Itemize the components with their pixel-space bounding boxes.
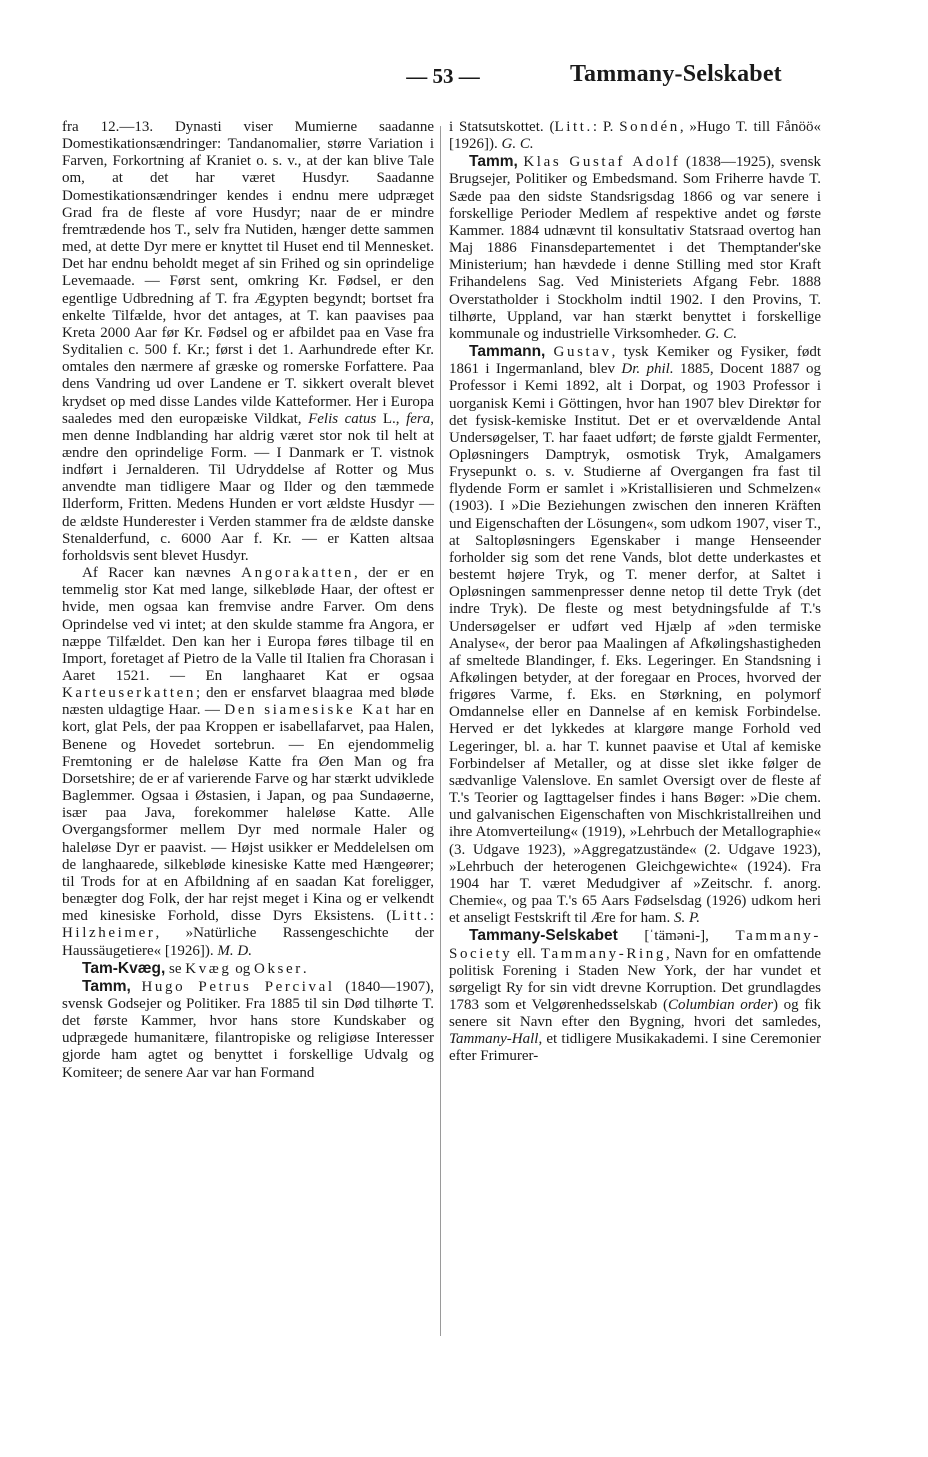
cat-races-paragraph: Af Racer kan nævnes Angorakatten, der er en temmelig stor Kat med lange, silkebløde Haar, der oftest er hvide, men ogsaa kan fremvise andre Farver. Om dens Oprindelse ved vi intet; at den skulde stamme fra Angora, er næppe Tilfældet. Den kan her i Europa føres tilbage til en Import, foretaget af Pietro de la Valle til Italien fra Chorasan i Aaret 1521. — En langhaaret Kat er ogsaa Karteuserkatten; den er ensfarvet blaagraa med bløde næsten uldagtige Haar. — Den siamesiske Kat har en kort, glat Pels, der paa Kroppen er isabellafarvet, paa Halen, Benene og Hovedet sortebrun. — En ejendommelig Fremtoning er de haleløse Katte fra Øen Man og fra Dorsetshire; de er af varierende Farve og har stærkt udviklede Baglemmer. Ogsaa i Østasien, i Japan, og paa Sundaøerne, især paa Java, forekommer haleløse Katte. Alle Overgangsformer mellem Dyr med normale Haler og haleløse Dyr er paavist. — Højst usikker er Meddelelsen om de langhaarede, silkebløde kinesiske Katte med Hængeører; til Trods for at en Afbildning af en saadan Kat foreligger, benægter dog Folk, der har rejst meget i Kina og er velkendt med kinesiske Forhold, disse Dyrs Eksistens. (Litt.: Hilzheimer, »Natürliche Rassengeschichte der Haussäugetiere« [1926]). M. D.: [62, 565, 434, 959]
angora-term: Angorakatten: [241, 565, 354, 582]
entry-tamm-hugo: Tamm, Hugo Petrus Percival (1840—1907), svensk Godsejer og Politiker. Fra 1885 til sin Død tilhørte T. det første Kammer, hvor hans store Kundskaber og udprægede humanitære, filantropiske og religiøse Interesser gjorde ham agtet og benyttet i forskellige Udvalg og Komiteer; de senere Aar var han Formand: [62, 977, 435, 1081]
right-column: [449, 119, 821, 1066]
name-tammany-society: Tammany-Society: [449, 928, 821, 962]
name-gustav: Gustav: [553, 344, 612, 361]
headword-tam-kvaeg: Tam-Kvæg,: [82, 959, 166, 977]
column-divider: [440, 126, 441, 1336]
name-tammany-ring: Tammany-Ring: [540, 945, 666, 962]
litt-label: Litt.: [554, 119, 593, 135]
name-hugo: Hugo Petrus Percival: [141, 978, 335, 995]
tammany-hall: Tammany-Hall: [449, 1031, 539, 1048]
author-hilzheimer: Hilzheimer: [62, 925, 156, 942]
xref-kvaeg: Kvæg: [185, 960, 232, 977]
degree-dr-phil: Dr. phil.: [621, 361, 674, 378]
name-klas: Klas Gustaf Adolf: [523, 154, 681, 171]
headword-tamm-klas: Tamm,: [469, 153, 518, 171]
species-epithet: fera: [406, 410, 431, 427]
running-head: Tammany-Selskabet: [570, 61, 782, 87]
entry-tammann: Tammann, Gustav, tysk Kemiker og Fysiker, født 1861 i Ingermanland, blev Dr. phil. 1885, Docent 1887 og Professor i Kemi 1892, alt i Dorpat, og 1903 Professor i uorganisk Kemi i Göttingen, hvor han 1907 blev Direktør for det fysisk-kemiske Institut. Det er et overvældende Antal Undersøgelser, T. har faaet udført; de første gjaldt Fermenter, Opløsningers Damptryk, osmotisk Tryk, Amalgamers Frysepunkt o. s. v. Studierne af Overgangen fra fast til flydende Form er samlet i »Kristallisieren und Schmelzen« (1903). I »Die Beziehungen zwischen den inneren Kräften und Eigenschaften der Lösungen«, som udkom 1907, viser T., at Saltopløsningers Egenskaber i mange Henseender forholder sig som det rene Vands, blot dette underkastes et bestemt højere Tryk, og T. mener derfor, at Saltet i Opløsningen sammenpresser denne netop til dette Tryk (det indre Tryk). De fleste og mest betydningsfulde af T.'s Undersøgelser er udført ved Hjælp af »den termiske Analyse«, der beror paa Maalingen af Afkølingshastigheden af smeltede Blandinger, f. Eks. Legeringer. En Standsning i Afkølingen betyder, at der foregaar en Proces, hvorved der frigøres Varme, f. Eks. en Størkning, en polymorf Omdannelse eller en Dannelse af en kemisk Forbindelse. Herved er det lykkedes at klargøre mange Forhold ved Legeringer, bl. a. har T. kunnet paavise et Utal af kemiske Forbindelser af Metaller, og at disse slet ikke følger de sædvanlige Valenslove. En samlet Oversigt over de fleste af T.'s Teorier og Iagttagelser findes i hans Bøger: »Die chem. und galvanischen Eigenschaften von Mischkristallreihen und ihre Atomverteilung« (1919), »Lehrbuch der Metallographie« (3. Udgave 1923), »Aggregatzustände« (2. Udgave 1923), »Lehrbuch der heterogenen Gleichgewichte« (1924). Fra 1904 har T. været Medudgiver af »Zeitschr. f. anorg. Chemie«, og paa T.'s 65 Aars Fødselsdag (1926) udkom heri et anseligt Festskrift til Ære for ham. S. P.: [449, 343, 822, 927]
headword-tamm-hugo: Tamm,: [82, 977, 131, 995]
columbian-order: Columbian order: [667, 996, 774, 1013]
signature-gc: G. C.: [501, 136, 534, 153]
litt-label: Litt.: [391, 908, 430, 925]
species-name: Felis catus: [308, 410, 377, 427]
karteuser-term: Karteuserkatten: [62, 685, 196, 702]
left-column: [62, 119, 434, 1082]
signature-md: M. D.: [217, 942, 252, 959]
signature-gc: G. C.: [704, 325, 737, 342]
page-header: [0, 61, 928, 98]
entry-tammany: Tammany-Selskabet [ˈtäməni-], Tammany-Society ell. Tammany-Ring, Navn for en omfattende politisk Forening i Staden New York, der har vundet et sørgeligt Ry for sin vidt drevne Korruption. Det grundlagdes 1783 som et Velgørenhedsselskab (Columbian order) og fik senere sit Navn efter den Bygning, hvori det samledes, Tammany-Hall, et tidligere Musikakademi. I sine Ceremonier efter Frimurer-: [449, 927, 821, 1065]
page-number: — 53 —: [406, 64, 480, 88]
cat-article-continuation: fra 12.—13. Dynasti viser Mumierne saadanne Domestikationsændringer: Tandanomalier, større Variation i Farven, Forkortning af Kraniet o. s. v., at der kan blive Tale om, at det har været Husdyr. Saadanne Domestikationsændringer kendes i endnu mere udpræget Grad fra de fleste af vore Husdyr; naar de er mindre fremtrædende hos T., selv fra Nutiden, hænger dette sammen med, at dette Dyr mere er knyttet til Huset end til Mennesket. Det har endnu beholdt meget af sin Frihed og sin oprindelige Levemaade. — Først sent, omkring Kr. Fødsel, er den egentlige Udbredning af T. fra Ægypten begyndt; bortset fra enkelte Tilfælde, hvor det antages, at T. kan paavises paa Kreta 2000 Aar før Kr. Fødsel og er afbildet paa en Vase fra Syditalien c. 500 f. Kr.; først i det 1. Aarhundrede efter Kr. omtales den nærmere af græske og romerske Forfattere. Paa dens Vandring ud over Landene er T. sikkert overalt blevet krydset op med disse Landes vilde Katteformer. Her i Europa saaledes med den europæiske Vildkat, Felis catus L., fera, men denne Indblanding har aldrig været stor nok til helt at ændre den oprindelige Form. — I Danmark er T. vistnok indført i Jernalderen. Til Udryddelse af Rotter og Mus anvendte man tidligere Maar og Ilder og den tæmmede Ilderform, Fritten. Medens Hunden er vort ældste Husdyr — de ældste Hunderester i Verden stammer fra de ældste danske Stenalderfund, c. 6000 Aar f. Kr. — er Katten altsaa forholdsvis sent blevet Husdyr.: [62, 119, 435, 564]
entry-tamm-hugo-continuation: i Statsutskottet. (Litt.: P. Sondén, »Hugo T. till Fånöö« [1926]). G. C.: [449, 119, 822, 153]
headword-tammany: Tammany-Selskabet: [469, 927, 618, 945]
author-sonden: Sondén: [619, 119, 680, 135]
headword-tammann: Tammann,: [469, 343, 546, 361]
siamese-term: Den siamesiske Kat: [224, 702, 392, 719]
signature-sp: S. P.: [673, 910, 700, 927]
entry-tamm-klas: Tamm, Klas Gustaf Adolf (1838—1925), svensk Brugsejer, Politiker og Embedsmand. Som Friherre havde T. Sæde paa den sidste Standsrigsdag 1866 og var senere i forskellige Perioder Medlem af respektive andet og første Kammer. 1884 udnævnt til konsultativ Statsraad overtog han Maj 1886 Finansdepartementet i det Themptander'ske Ministerium; han hævdede i denne Stilling med stor Kraft Frihandelens Sag. Ved Ministeriets Afgang Febr. 1888 Overstatholder i Stockholm indtil 1902. I den Provins, T. tilhørte, Uppland, var han stærkt benyttet i forskellige kommunale og industrielle Virksomheder. G. C.: [449, 153, 822, 342]
xref-okser: Okser: [254, 960, 303, 977]
entry-tam-kvaeg: Tam-Kvæg, se Kvæg og Okser.: [82, 959, 307, 977]
